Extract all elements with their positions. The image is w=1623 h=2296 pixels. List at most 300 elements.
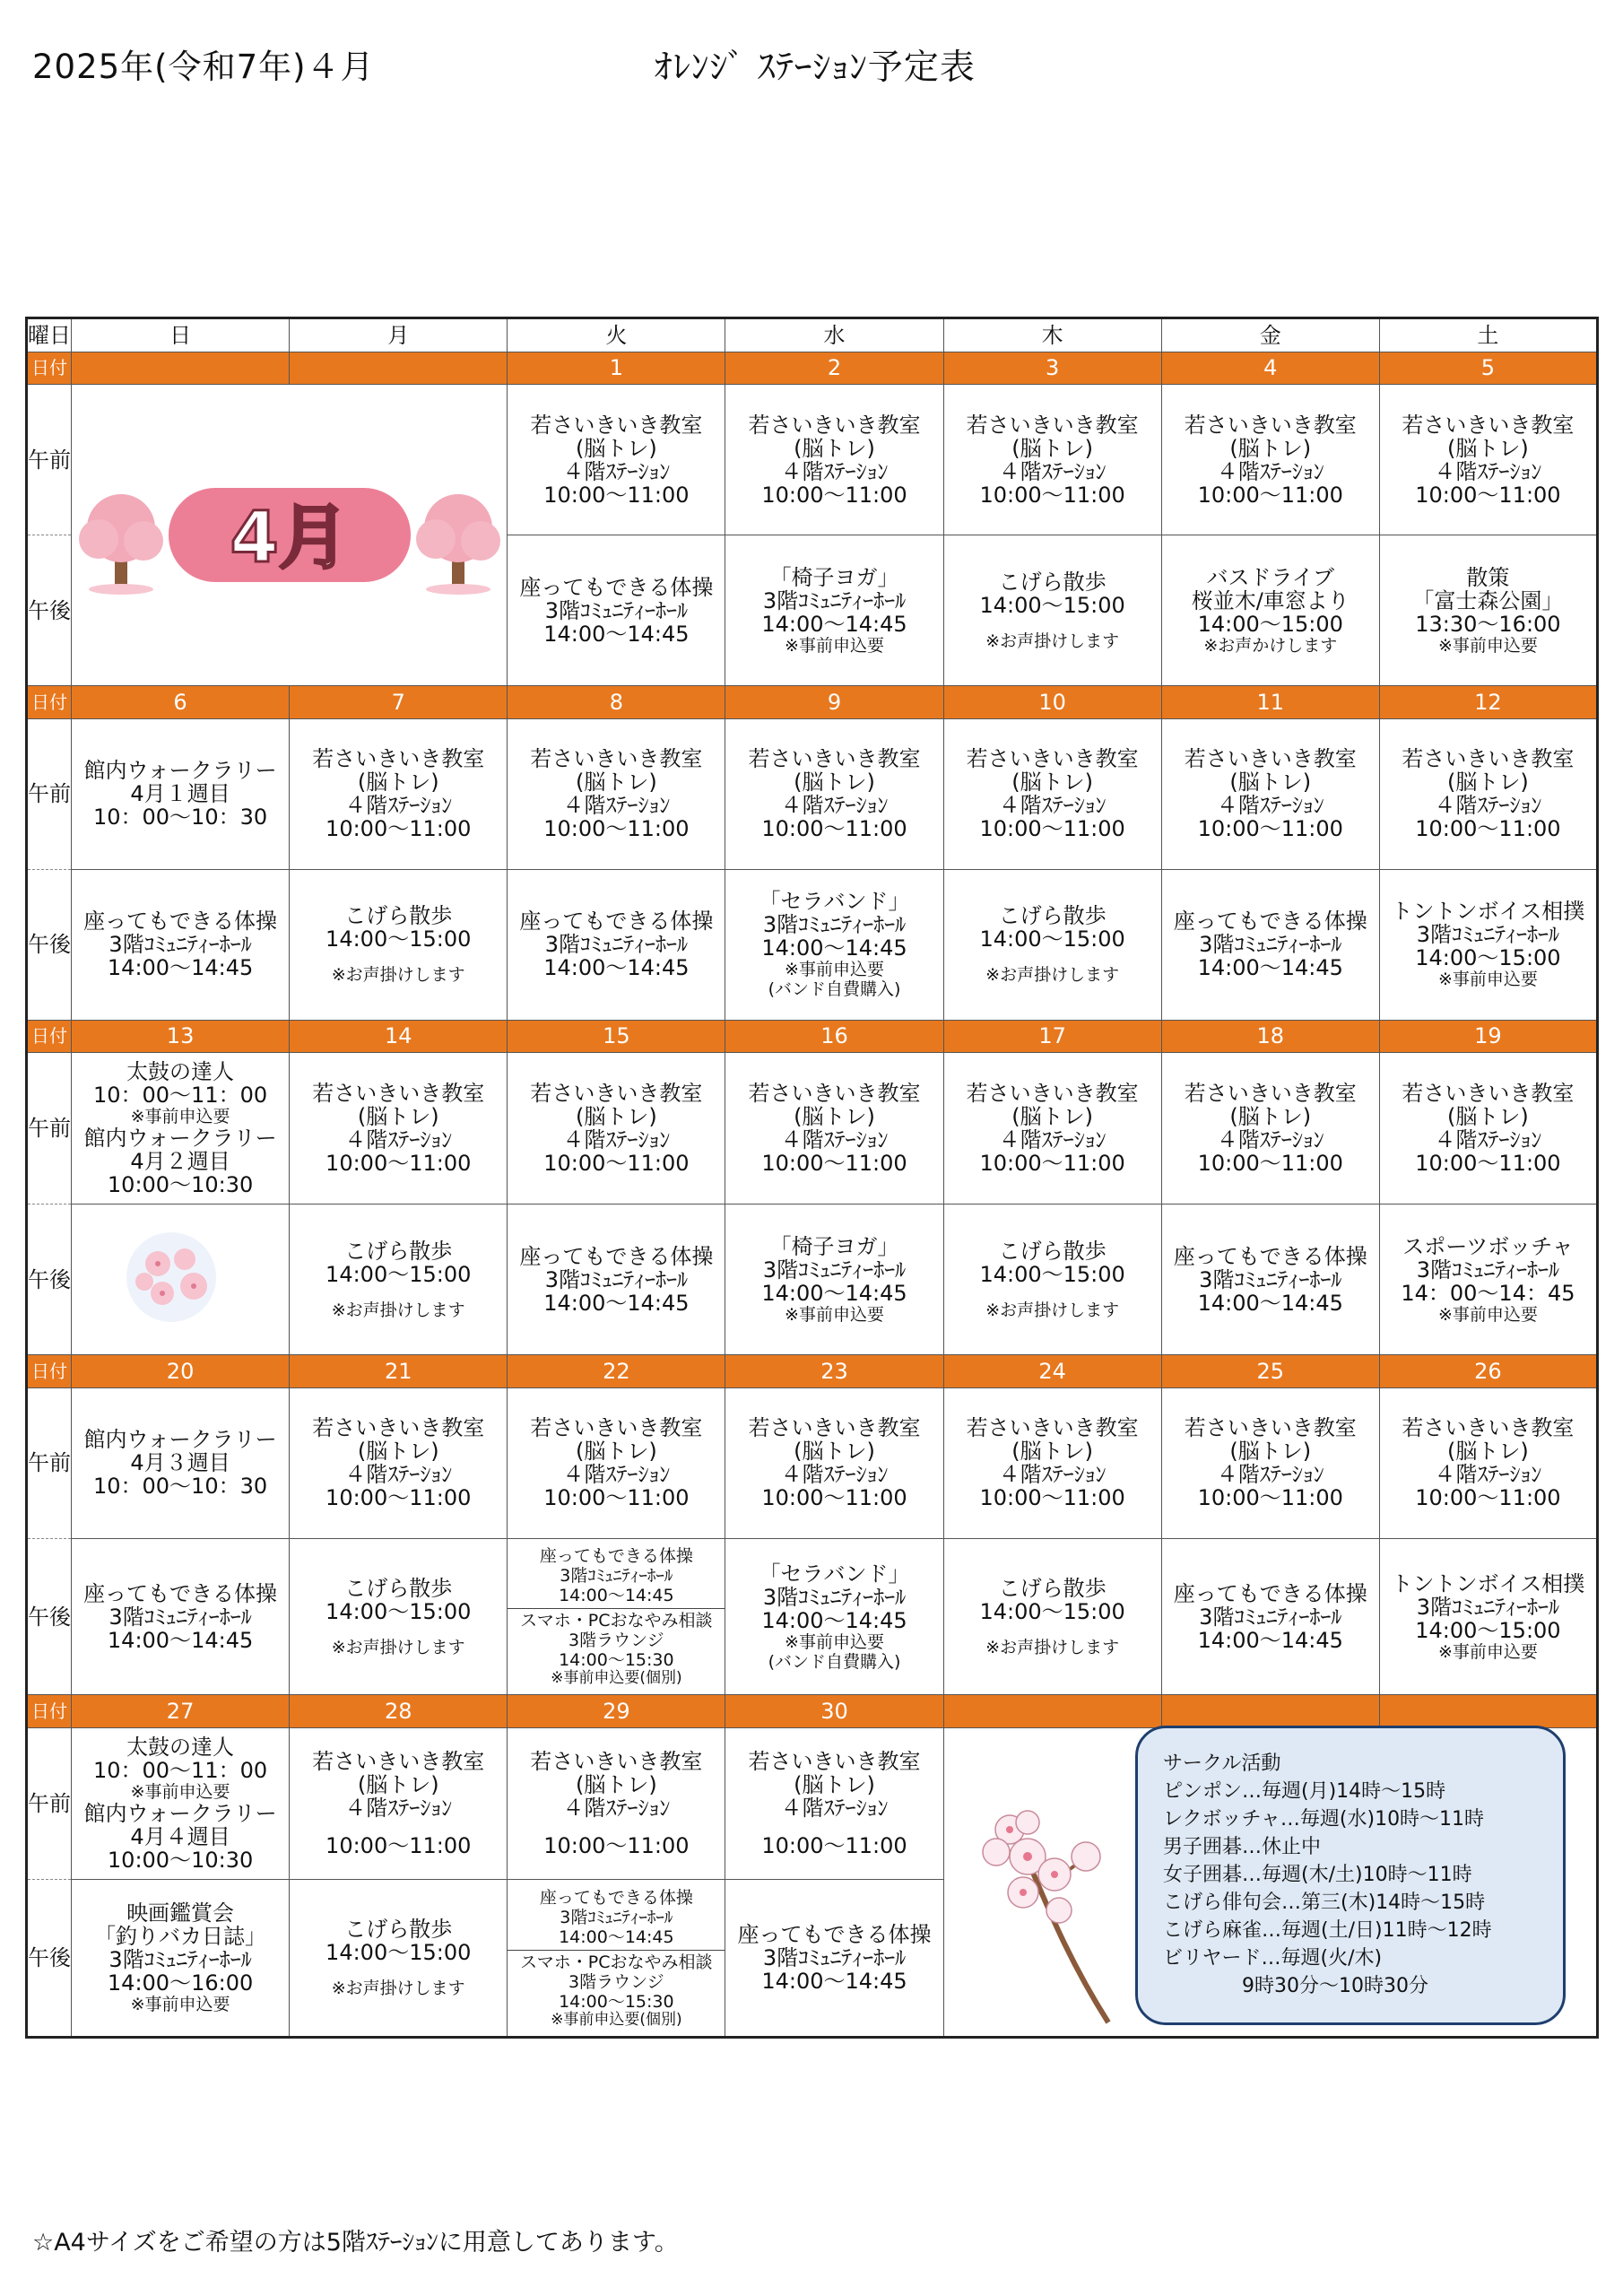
event-line: 座ってもできる体操 <box>519 909 714 935</box>
event-line: 桜並木/車窓より <box>1191 587 1350 613</box>
event-line: ※事前申込要 <box>130 1781 230 1802</box>
event-line: (脳トレ) <box>1011 1439 1093 1465</box>
event-line: 3階ｺﾐｭﾆﾃｨｰﾎｰﾙ <box>762 1257 907 1283</box>
event-line: (脳トレ) <box>1229 770 1312 796</box>
event-line: (脳トレ) <box>794 1104 875 1130</box>
date-row <box>27 686 1598 718</box>
event-line: 若さいきいき教室 <box>748 746 921 772</box>
pm-event-cell <box>943 869 1161 1020</box>
date-label: 日付 <box>27 352 72 384</box>
date-cell: 8 <box>508 686 725 718</box>
event-line: ４階ｽﾃｰｼｮﾝ <box>780 1462 889 1488</box>
date-cell: 21 <box>290 1355 508 1387</box>
event-line: (脳トレ) <box>1229 1439 1312 1465</box>
cell-divider <box>508 1950 725 1951</box>
date-cell: 16 <box>725 1020 943 1052</box>
event-line: 13:30～16:00 <box>1415 611 1561 637</box>
event-line: ※事前申込要 <box>785 960 884 980</box>
circle-item: ビリヤード…毎週(火/木) <box>1163 1947 1383 1970</box>
circle-activities-title: サークル活動 <box>1163 1752 1281 1775</box>
weekday-sat: 土 <box>1379 318 1597 352</box>
date-cell <box>1379 1695 1597 1727</box>
pm-event-cell <box>508 1538 725 1695</box>
event-line: (脳トレ) <box>794 435 875 461</box>
event-line: 10:00～11:00 <box>1197 1485 1343 1511</box>
event-line: 10:00～10:30 <box>107 1172 254 1198</box>
event-line: 14:00～14:45 <box>761 1280 907 1306</box>
event-line: 3階ｺﾐｭﾆﾃｨｰﾎｰﾙ <box>560 1907 673 1927</box>
event-line: 若さいきいき教室 <box>1402 1415 1575 1441</box>
event-line: 「釣りバカ日誌」 <box>94 1924 267 1950</box>
event-line: 10:00～11:00 <box>543 482 690 508</box>
event-line: ４階ｽﾃｰｼｮﾝ <box>1216 793 1324 819</box>
pm-event-cell <box>508 869 725 1020</box>
event-line: 10:00～11:00 <box>1415 1151 1561 1177</box>
event-line: 10:00～11:00 <box>1197 1151 1343 1177</box>
date-cell: 30 <box>725 1695 943 1727</box>
event-line: ※お声かけします <box>1203 635 1338 656</box>
event-line: 14:00～14:45 <box>559 1586 674 1606</box>
event-line: 10:00～11:00 <box>761 482 907 508</box>
event-line: 若さいきいき教室 <box>748 412 921 438</box>
event-line: こげら散歩 <box>344 1238 453 1264</box>
event-line: 14:00～15:30 <box>559 1650 674 1671</box>
event-line: 14:00～15:30 <box>559 1991 674 2012</box>
event-line: 14:00～14:45 <box>761 611 907 637</box>
event-line: 10:00～11:00 <box>1415 1485 1561 1511</box>
event-line: こげら散歩 <box>998 1238 1107 1264</box>
am-event-cell <box>508 1053 725 1205</box>
event-line: 「セラバンド」 <box>759 889 910 915</box>
am-event-cell <box>1161 1387 1379 1538</box>
event-line: 若さいきいき教室 <box>312 1415 485 1441</box>
event-line: 3階ｺﾐｭﾆﾃｨｰﾎｰﾙ <box>544 597 688 623</box>
pm-event-cell <box>943 1205 1161 1355</box>
pm-event-cell <box>943 1538 1161 1695</box>
event-line: ４階ｽﾃｰｼｮﾝ <box>562 458 671 484</box>
event-line: 10:00～11:00 <box>979 1485 1125 1511</box>
event-line: 14:00～15:00 <box>979 592 1125 618</box>
event-line: 14:00～14:45 <box>543 621 690 647</box>
circle-item: 女子囲碁…毎週(木/土)10時～11時 <box>1163 1864 1472 1886</box>
circle-item: こげら麻雀…毎週(土/日)11時～12時 <box>1163 1919 1492 1942</box>
event-line: 「椅子ヨガ」 <box>769 1233 899 1259</box>
weekday-wed: 水 <box>725 318 943 352</box>
date-cell: 20 <box>72 1355 290 1387</box>
event-line: 若さいきいき教室 <box>530 1748 703 1774</box>
am-event-cell <box>1161 1053 1379 1205</box>
event-line: (脳トレ) <box>1011 770 1093 796</box>
am-event-cell <box>290 1727 508 1879</box>
weekday-header-label: 曜日 <box>27 318 72 352</box>
event-line: 若さいきいき教室 <box>966 412 1139 438</box>
event-line: 座ってもできる体操 <box>737 1922 932 1948</box>
event-line: ※お声掛けします <box>331 1300 465 1320</box>
am-label: 午前 <box>27 1387 72 1538</box>
event-line: 10:00～11:00 <box>543 1151 690 1177</box>
am-row <box>27 718 1598 869</box>
pm-event-cell <box>72 1880 290 2038</box>
event-line: 4月３週目 <box>130 1450 230 1476</box>
event-line: 若さいきいき教室 <box>312 1081 485 1107</box>
pm-event-cell <box>1379 535 1597 686</box>
event-line: 座ってもできる体操 <box>1173 1580 1367 1606</box>
event-line: 若さいきいき教室 <box>748 1415 921 1441</box>
event-line: 10:00～11:00 <box>761 1832 907 1858</box>
event-line: ※お声掛けします <box>985 631 1120 651</box>
am-event-cell <box>1379 385 1597 535</box>
event-line: 座ってもできる体操 <box>539 1887 693 1908</box>
event-line: スポーツボッチャ <box>1402 1233 1574 1259</box>
event-line: ４階ｽﾃｰｼｮﾝ <box>780 458 889 484</box>
event-line: 14:00～14:45 <box>1197 1627 1343 1653</box>
event-line: 3階ｺﾐｭﾆﾃｨｰﾎｰﾙ <box>108 932 252 958</box>
am-event-cell <box>1161 385 1379 535</box>
date-cell <box>1161 1695 1379 1727</box>
event-line: ※事前申込要(個別) <box>551 1669 682 1688</box>
am-event-cell <box>290 718 508 869</box>
am-row <box>27 385 1598 535</box>
event-line: ４階ｽﾃｰｼｮﾝ <box>1216 1462 1324 1488</box>
event-line: こげら散歩 <box>998 903 1107 929</box>
event-line: 14:00～15:00 <box>325 926 472 952</box>
circle-item: 男子囲碁…休止中 <box>1163 1836 1322 1858</box>
event-line: こげら散歩 <box>344 1917 453 1943</box>
event-line <box>508 1820 725 1834</box>
event-line: 「セラバンド」 <box>759 1561 910 1587</box>
event-line: (脳トレ) <box>1011 435 1093 461</box>
event-line: ４階ｽﾃｰｼｮﾝ <box>1216 1127 1324 1153</box>
event-line: (脳トレ) <box>357 1771 439 1797</box>
event-line: 4月１週目 <box>130 781 230 807</box>
event-line: 3階ｺﾐｭﾆﾃｨｰﾎｰﾙ <box>1199 1266 1342 1292</box>
pm-event-cell <box>508 1880 725 2038</box>
am-label: 午前 <box>27 385 72 535</box>
date-cell: 12 <box>1379 686 1597 718</box>
pm-event-cell <box>1161 1538 1379 1695</box>
event-line: ４階ｽﾃｰｼｮﾝ <box>1434 458 1542 484</box>
date-cell: 27 <box>72 1695 290 1727</box>
date-cell: 2 <box>725 352 943 384</box>
event-line: 14:00～15:00 <box>1415 1617 1561 1643</box>
event-line: (脳トレ) <box>1447 1104 1529 1130</box>
event-line: (脳トレ) <box>1447 1439 1529 1465</box>
event-line: 映画鑑賞会 <box>126 1900 235 1926</box>
am-label: 午前 <box>27 1727 72 1879</box>
event-line: 3階ｺﾐｭﾆﾃｨｰﾎｰﾙ <box>1416 1594 1560 1620</box>
event-line: 館内ウォークラリー <box>83 1427 277 1453</box>
event-line: (脳トレ) <box>575 1771 657 1797</box>
event-line: スマホ・PCおなやみ相談 <box>520 1952 713 1972</box>
event-line: 10:00～11:00 <box>325 1832 472 1858</box>
event-line: 3階ｺﾐｭﾆﾃｨｰﾎｰﾙ <box>1199 932 1342 958</box>
event-line: トントンボイス相撲 <box>1391 1570 1585 1596</box>
event-line: 3階ｺﾐｭﾆﾃｨｰﾎｰﾙ <box>108 1947 252 1973</box>
am-event-cell <box>943 718 1161 869</box>
footer-note: ☆A4サイズをご希望の方は5階ｽﾃｰｼｮﾝに用意してあります。 <box>32 2229 679 2257</box>
event-line: 3階ｺﾐｭﾆﾃｨｰﾎｰﾙ <box>762 1945 907 1971</box>
event-line: 3階ｺﾐｭﾆﾃｨｰﾎｰﾙ <box>544 932 688 958</box>
event-line: 3階ｺﾐｭﾆﾃｨｰﾎｰﾙ <box>1416 1257 1560 1283</box>
pm-event-cell <box>725 1880 943 2038</box>
event-line: ４階ｽﾃｰｼｮﾝ <box>780 1127 889 1153</box>
date-cell: 22 <box>508 1355 725 1387</box>
event-line: ※お声掛けします <box>985 965 1120 986</box>
event-line <box>725 1820 942 1834</box>
pm-event-cell <box>72 869 290 1020</box>
event-line: 14:00～14:45 <box>1197 955 1343 981</box>
event-line: 館内ウォークラリー <box>83 1126 277 1152</box>
date-cell: 5 <box>1379 352 1597 384</box>
date-cell: 14 <box>290 1020 508 1052</box>
am-event-cell <box>725 1387 943 1538</box>
event-line: 座ってもできる体操 <box>83 1580 278 1606</box>
event-line: 14:00～14:45 <box>543 1290 690 1316</box>
date-cell: 11 <box>1161 686 1379 718</box>
event-line: 14:00～14:45 <box>761 1607 907 1633</box>
am-event-cell <box>943 385 1161 535</box>
date-cell: 23 <box>725 1355 943 1387</box>
event-line: ※お声掛けします <box>331 965 465 986</box>
event-line: 3階ラウンジ <box>568 1631 664 1651</box>
event-line: 若さいきいき教室 <box>1402 746 1575 772</box>
date-label: 日付 <box>27 1695 72 1727</box>
event-line: ４階ｽﾃｰｼｮﾝ <box>998 458 1107 484</box>
pm-event-cell <box>943 535 1161 686</box>
event-line: 10:00～11:00 <box>761 1485 907 1511</box>
event-line: 3階ラウンジ <box>568 1971 664 1992</box>
am-event-cell <box>290 1053 508 1205</box>
event-line: 館内ウォークラリー <box>83 1800 277 1826</box>
am-event-cell <box>943 1387 1161 1538</box>
pm-event-cell <box>1379 869 1597 1020</box>
pm-event-cell <box>290 1538 508 1695</box>
event-line: ※お声掛けします <box>331 1637 465 1657</box>
pm-label: 午後 <box>27 1880 72 2038</box>
event-line: (脳トレ) <box>1229 435 1312 461</box>
pm-label: 午後 <box>27 869 72 1020</box>
event-line: 10:00～11:00 <box>1197 816 1343 842</box>
event-line: 若さいきいき教室 <box>966 746 1139 772</box>
event-line: ４階ｽﾃｰｼｮﾝ <box>1434 793 1542 819</box>
header-date: 2025年(令和7年)４月 <box>32 48 375 86</box>
event-line: こげら散歩 <box>344 903 453 929</box>
pm-event-cell <box>1379 1538 1597 1695</box>
event-line: スマホ・PCおなやみ相談 <box>520 1611 713 1631</box>
event-line: ※お声掛けします <box>985 1300 1120 1320</box>
event-line: 3階ｺﾐｭﾆﾃｨｰﾎｰﾙ <box>544 1266 688 1292</box>
am-event-cell <box>508 718 725 869</box>
event-line: (脳トレ) <box>1011 1104 1093 1130</box>
event-line: 14:00～15:00 <box>1415 945 1561 971</box>
date-label: 日付 <box>27 1020 72 1052</box>
pm-event-cell <box>1379 1205 1597 1355</box>
event-line: 3階ｺﾐｭﾆﾃｨｰﾎｰﾙ <box>1416 922 1560 948</box>
event-line: (脳トレ) <box>794 1771 875 1797</box>
am-event-cell <box>725 385 943 535</box>
event-line: 10:00～11:00 <box>325 1485 472 1511</box>
event-line: こげら散歩 <box>998 569 1107 595</box>
event-line: 3階ｺﾐｭﾆﾃｨｰﾎｰﾙ <box>560 1566 673 1587</box>
am-event-cell <box>1379 1387 1597 1538</box>
event-line: ※事前申込要 <box>785 1304 884 1325</box>
pm-label: 午後 <box>27 535 72 686</box>
event-line: 若さいきいき教室 <box>1184 1081 1357 1107</box>
event-line: ※事前申込要 <box>1437 970 1538 990</box>
pm-row <box>27 869 1598 1020</box>
event-line: ４階ｽﾃｰｼｮﾝ <box>562 1462 671 1488</box>
event-line: ４階ｽﾃｰｼｮﾝ <box>1434 1462 1542 1488</box>
event-line: 14:00～15:00 <box>325 1261 472 1287</box>
date-cell: 10 <box>943 686 1161 718</box>
event-line: 3階ｺﾐｭﾆﾃｨｰﾎｰﾙ <box>1199 1604 1342 1630</box>
event-line: (脳トレ) <box>575 1439 657 1465</box>
date-cell: 7 <box>290 686 508 718</box>
event-line: 10:00～11:00 <box>325 816 472 842</box>
event-line: 「椅子ヨガ」 <box>769 564 899 590</box>
weekday-sun: 日 <box>72 318 290 352</box>
date-label: 日付 <box>27 1355 72 1387</box>
event-line: 14:00～15:00 <box>979 1261 1125 1287</box>
event-line: 3階ｺﾐｭﾆﾃｨｰﾎｰﾙ <box>108 1604 252 1630</box>
am-event-cell <box>72 718 290 869</box>
event-line: 散策 <box>1466 564 1510 590</box>
date-cell: 9 <box>725 686 943 718</box>
am-event-cell <box>943 1053 1161 1205</box>
event-line: 14:00～15:00 <box>979 926 1125 952</box>
event-line: ４階ｽﾃｰｼｮﾝ <box>344 1127 453 1153</box>
event-line: ４階ｽﾃｰｼｮﾝ <box>344 793 453 819</box>
circle-item: こげら俳句会…第三(木)14時～15時 <box>1163 1892 1486 1914</box>
cherry-blossom-branch-illustration <box>974 1803 1144 2027</box>
event-line: ４階ｽﾃｰｼｮﾝ <box>1216 458 1324 484</box>
event-line: 14:00～14:45 <box>107 955 254 981</box>
event-line: 14:00～15:00 <box>979 1598 1125 1624</box>
am-event-cell <box>725 1053 943 1205</box>
event-line: 座ってもできる体操 <box>83 909 278 935</box>
am-event-cell <box>725 718 943 869</box>
circle-item: 9時30分～10時30分 <box>1163 1975 1428 1997</box>
event-line: 若さいきいき教室 <box>312 746 485 772</box>
am-event-cell <box>1379 718 1597 869</box>
event-line: 14:00～15:00 <box>325 1940 472 1966</box>
event-line: バスドライブ <box>1206 564 1335 590</box>
event-line: 10:00～11:00 <box>543 1832 690 1858</box>
date-cell: 29 <box>508 1695 725 1727</box>
pm-event-cell <box>725 535 943 686</box>
event-line <box>944 1286 1161 1300</box>
pm-event-cell <box>508 535 725 686</box>
event-line: 14:00～14:45 <box>761 935 907 961</box>
pm-event-cell <box>725 1205 943 1355</box>
event-line: ※お声掛けします <box>331 1979 465 1999</box>
date-cell: 18 <box>1161 1020 1379 1052</box>
event-line: 14:00～16:00 <box>107 1970 254 1996</box>
event-line: 10:00～11:00 <box>543 1485 690 1511</box>
pm-event-cell <box>725 869 943 1020</box>
event-line: 若さいきいき教室 <box>1402 412 1575 438</box>
pm-event-cell <box>1161 1205 1379 1355</box>
event-line: 若さいきいき教室 <box>1184 746 1357 772</box>
event-line: 若さいきいき教室 <box>312 1748 485 1774</box>
event-line: ４階ｽﾃｰｼｮﾝ <box>344 1462 453 1488</box>
pm-event-cell <box>725 1538 943 1695</box>
event-line: 14:00～14:45 <box>559 1926 674 1947</box>
event-line <box>290 1286 507 1300</box>
event-line: 若さいきいき教室 <box>1402 1081 1575 1107</box>
pm-label: 午後 <box>27 1205 72 1355</box>
event-line: 10:00～11:00 <box>761 816 907 842</box>
date-row <box>27 1695 1598 1727</box>
date-cell: 3 <box>943 352 1161 384</box>
event-line <box>290 1623 507 1638</box>
date-row <box>27 1355 1598 1387</box>
event-line: (バンド自費購入) <box>768 1651 901 1672</box>
event-line: ※事前申込要 <box>1437 1641 1538 1662</box>
event-line: (脳トレ) <box>794 1439 875 1465</box>
event-line <box>290 1820 507 1834</box>
date-cell: 19 <box>1379 1020 1597 1052</box>
date-cell: 13 <box>72 1020 290 1052</box>
am-event-cell <box>508 385 725 535</box>
event-line: 10:00～11:00 <box>979 816 1125 842</box>
event-line: 14:00～15:00 <box>325 1598 472 1624</box>
event-line <box>944 951 1161 965</box>
event-line: 10:00～11:00 <box>979 482 1125 508</box>
pm-event-cell <box>290 869 508 1020</box>
date-row <box>27 352 1598 384</box>
am-row <box>27 1387 1598 1538</box>
event-line: 座ってもできる体操 <box>1173 1243 1367 1269</box>
event-line: (脳トレ) <box>794 770 875 796</box>
am-event-cell <box>72 1053 290 1205</box>
event-line: 若さいきいき教室 <box>1184 412 1357 438</box>
event-line: こげら散歩 <box>344 1575 453 1601</box>
event-line: (脳トレ) <box>1447 770 1529 796</box>
event-line <box>944 1623 1161 1638</box>
event-line: (脳トレ) <box>357 1104 439 1130</box>
am-event-cell <box>1161 718 1379 869</box>
event-line: 若さいきいき教室 <box>530 746 703 772</box>
am-label: 午前 <box>27 718 72 869</box>
event-line: ４階ｽﾃｰｼｮﾝ <box>562 793 671 819</box>
event-line: 若さいきいき教室 <box>530 1081 703 1107</box>
weekday-mon: 月 <box>290 318 508 352</box>
event-line: 14:00～15:00 <box>1197 611 1343 637</box>
event-line: 3階ｺﾐｭﾆﾃｨｰﾎｰﾙ <box>762 1584 907 1610</box>
am-event-cell <box>72 1387 290 1538</box>
event-line: 14:00～14:45 <box>543 955 690 981</box>
event-line: 10:00～11:00 <box>979 1151 1125 1177</box>
event-line: 10:00～11:00 <box>1415 816 1561 842</box>
cell-divider <box>508 1608 725 1609</box>
event-line: ※事前申込要 <box>130 1995 230 2015</box>
am-event-cell <box>290 1387 508 1538</box>
am-event-cell <box>725 1727 943 1879</box>
event-line: 4月２週目 <box>130 1149 230 1175</box>
event-line: 若さいきいき教室 <box>748 1081 921 1107</box>
weekday-tue: 火 <box>508 318 725 352</box>
am-row <box>27 1053 1598 1205</box>
event-line: (脳トレ) <box>575 1104 657 1130</box>
event-line: 若さいきいき教室 <box>1184 1415 1357 1441</box>
event-line: ４階ｽﾃｰｼｮﾝ <box>780 1795 889 1821</box>
event-line: 14:00～14:45 <box>1197 1290 1343 1316</box>
event-line: 10:00～10:30 <box>107 1847 254 1873</box>
event-line: 14:00～14:45 <box>107 1627 254 1653</box>
event-line: 館内ウォークラリー <box>83 758 277 784</box>
pm-label: 午後 <box>27 1538 72 1695</box>
